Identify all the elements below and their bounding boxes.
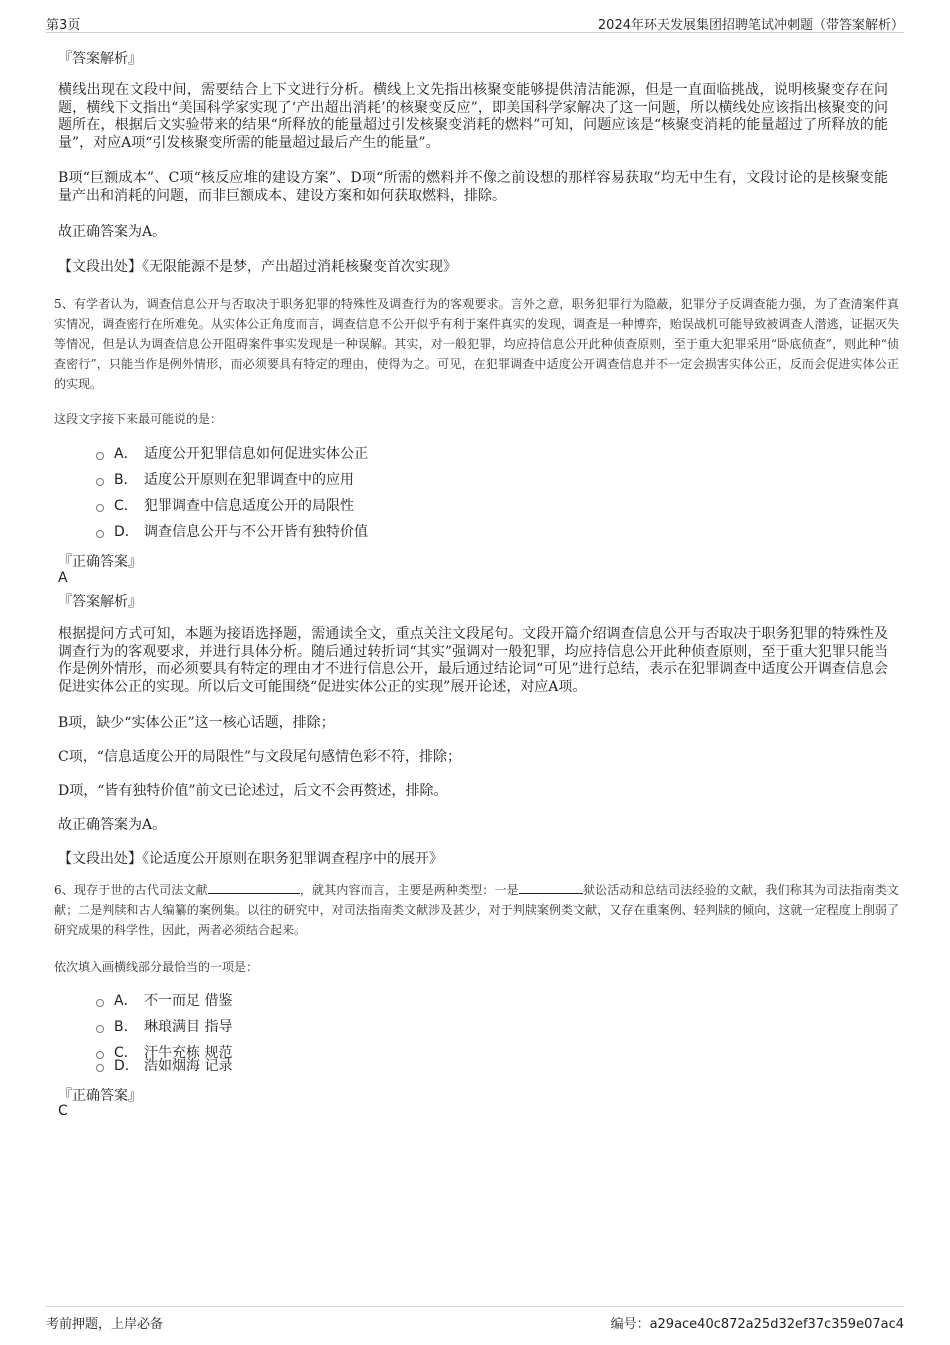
q4-source: 【文段出处】《无限能源不是梦，产出超过消耗核聚变首次实现》: [58, 259, 457, 275]
q5-analysis-label: 『答案解析』: [58, 594, 142, 610]
option-text: 琳琅满目 指导: [144, 1019, 233, 1035]
option-text: 调查信息公开与不公开皆有独特价值: [144, 524, 368, 540]
q4-conclusion: 故正确答案为A。: [58, 224, 167, 240]
q5-option-c[interactable]: [96, 495, 354, 515]
q6-answer-label: 『正确答案』: [58, 1088, 142, 1104]
radio-button-icon[interactable]: [96, 452, 104, 460]
q6-stem-part2: ，就其内容而言，主要是两种类型：一是: [299, 883, 519, 897]
option-text: 适度公开原则在犯罪调查中的应用: [144, 472, 354, 488]
option-text: 适度公开犯罪信息如何促进实体公正: [144, 446, 368, 462]
q5-source: 【文段出处】《论适度公开原则在职务犯罪调查程序中的展开》: [58, 851, 443, 867]
footer-divider: [46, 1306, 904, 1307]
q5-answer-label: 『正确答案』: [58, 554, 142, 570]
q6-prompt: 依次填入画横线部分最恰当的一项是：: [54, 960, 259, 974]
radio-button-icon[interactable]: [96, 1025, 104, 1033]
document-code: 编号：a29ace40c872a25d32ef37c359e07ac4: [610, 1317, 904, 1332]
q5-option-a[interactable]: [96, 443, 368, 463]
q6-blank-2: [519, 881, 583, 894]
radio-button-icon[interactable]: [96, 1064, 104, 1072]
q6-option-d[interactable]: [96, 1055, 232, 1075]
option-letter: B．: [114, 1019, 138, 1035]
radio-button-icon[interactable]: [96, 530, 104, 538]
q4-analysis-p2: B项“巨额成本”、C项“核反应堆的建设方案”、D项“所需的燃料并不像之前设想的那样容易获取”均无中生有，文段讨论的是核聚变能量产出和消耗的问题，而非巨额成本、建设方案和如何获取燃料，排除。: [58, 170, 888, 204]
q5-option-d[interactable]: [96, 521, 368, 541]
document-title: 2024年环天发展集团招聘笔试冲刺题（带答案解析）: [597, 18, 904, 33]
option-letter: D．: [114, 1058, 139, 1074]
q6-answer: C: [58, 1103, 68, 1119]
radio-button-icon[interactable]: [96, 504, 104, 512]
q5-analysis-p2: B项，缺少“实体公正”这一核心话题，排除；: [58, 715, 335, 731]
q5-analysis-p1: 根据提问方式可知，本题为接语选择题，需通读全文，重点关注文段尾句。文段开篇介绍调查信息公开与否取决于职务犯罪的特殊性及调查行为的客观要求，并进行具体分析。随后通过转折词“其实”强调对一般犯罪，均应持信息公开此种侦查原则，至于重大犯罪只能当作是例外情形，而必须要具有特定的理由才不进行信息公开，最后通过结论词“可见”进行总结，表示在犯罪调查中适度公开调查信息会促进实体公正的实现。所以后文可能围绕“促进实体公正的实现”展开论述，对应A项。: [58, 626, 888, 695]
option-text: 不一而足 借鉴: [144, 993, 233, 1009]
q6-stem-part1: 6、现存于世的古代司法文献: [54, 883, 208, 897]
header-divider: [46, 32, 904, 33]
q5-conclusion: 故正确答案为A。: [58, 817, 167, 833]
page-number: 第3页: [46, 18, 81, 33]
option-text: 犯罪调查中信息适度公开的局限性: [144, 498, 354, 514]
q6-stem-part3: 狱讼活动和总结司法经验的文献，我们称其为司法指南类文献；二是判牍和古人编纂的案例集。以往的研究中，对司法指南类文献涉及甚少，对于判牍案例类文献，又存在重案例、轻判牍的倾向，这就一定程度上削弱了研究成果的科学性，因此，两者必须结合起来。: [54, 883, 899, 937]
q6-stem: [54, 880, 899, 940]
q5-prompt: 这段文字接下来最可能说的是：: [54, 412, 223, 426]
radio-button-icon[interactable]: [96, 999, 104, 1007]
q5-analysis-p3: C项，“信息适度公开的局限性”与文段尾句感情色彩不符，排除；: [58, 749, 462, 765]
q6-blank-1: [208, 881, 300, 894]
option-letter: A．: [114, 446, 138, 462]
option-letter: B．: [114, 472, 138, 488]
option-letter: A．: [114, 993, 138, 1009]
radio-button-icon[interactable]: [96, 478, 104, 486]
q5-answer: A: [58, 570, 68, 586]
q6-option-a[interactable]: [96, 990, 232, 1010]
q4-analysis-p1: 横线出现在文段中间，需要结合上下文进行分析。横线上文先指出核聚变能够提供清洁能源，但是一直面临挑战，说明核聚变存在问题，横线下文指出“美国科学家实现了‘产出超出消耗’的核聚变反应”，即美国科学家解决了这一问题，所以横线处应该指出核聚变的问题所在，根据后文实验带来的结果“所释放的能量超过引发核聚变消耗的燃料”可知，问题应该是“核聚变消耗的能量超过了所释放的能量”，对应A项“引发核聚变所需的能量超过最后产生的能量”。: [58, 82, 888, 151]
option-text: 浩如烟海 记录: [144, 1058, 233, 1074]
option-letter: C．: [114, 498, 138, 514]
option-text: 汗牛充栋 规范: [144, 1045, 233, 1061]
option-letter: D．: [114, 524, 139, 540]
q6-option-b[interactable]: [96, 1016, 232, 1036]
q5-analysis-p4: D项，“皆有独特价值”前文已论述过，后文不会再赘述，排除。: [58, 783, 448, 799]
option-letter: C．: [114, 1045, 138, 1061]
footer-slogan: 考前押题，上岸必备: [46, 1317, 164, 1332]
q4-analysis-label: 『答案解析』: [58, 51, 142, 67]
q5-option-b[interactable]: [96, 469, 354, 489]
q5-stem: 5、有学者认为，调查信息公开与否取决于职务犯罪的特殊性及调查行为的客观要求。言外之意，职务犯罪行为隐蔽，犯罪分子反调查能力强，为了查清案件真实情况，调查密行在所难免。从实体公正角度而言，调查信息不公开似乎有利于案件真实的发现，调查是一种博弈，贻误战机可能导致被调查人潜逃，证据灭失等情况，但是认为调查信息公开阻碍案件事实发现是一种误解。其实，对一般犯罪，均应持信息公开此种侦查原则，至于重大犯罪采用“卧底侦查”，则此种“侦查密行”，只能当作是例外情形，而必须要具有特定的理由，使得为之。可见，在犯罪调查中适度公开调查信息并不一定会损害实体公正，反而会促进实体公正的实现。: [54, 297, 899, 391]
